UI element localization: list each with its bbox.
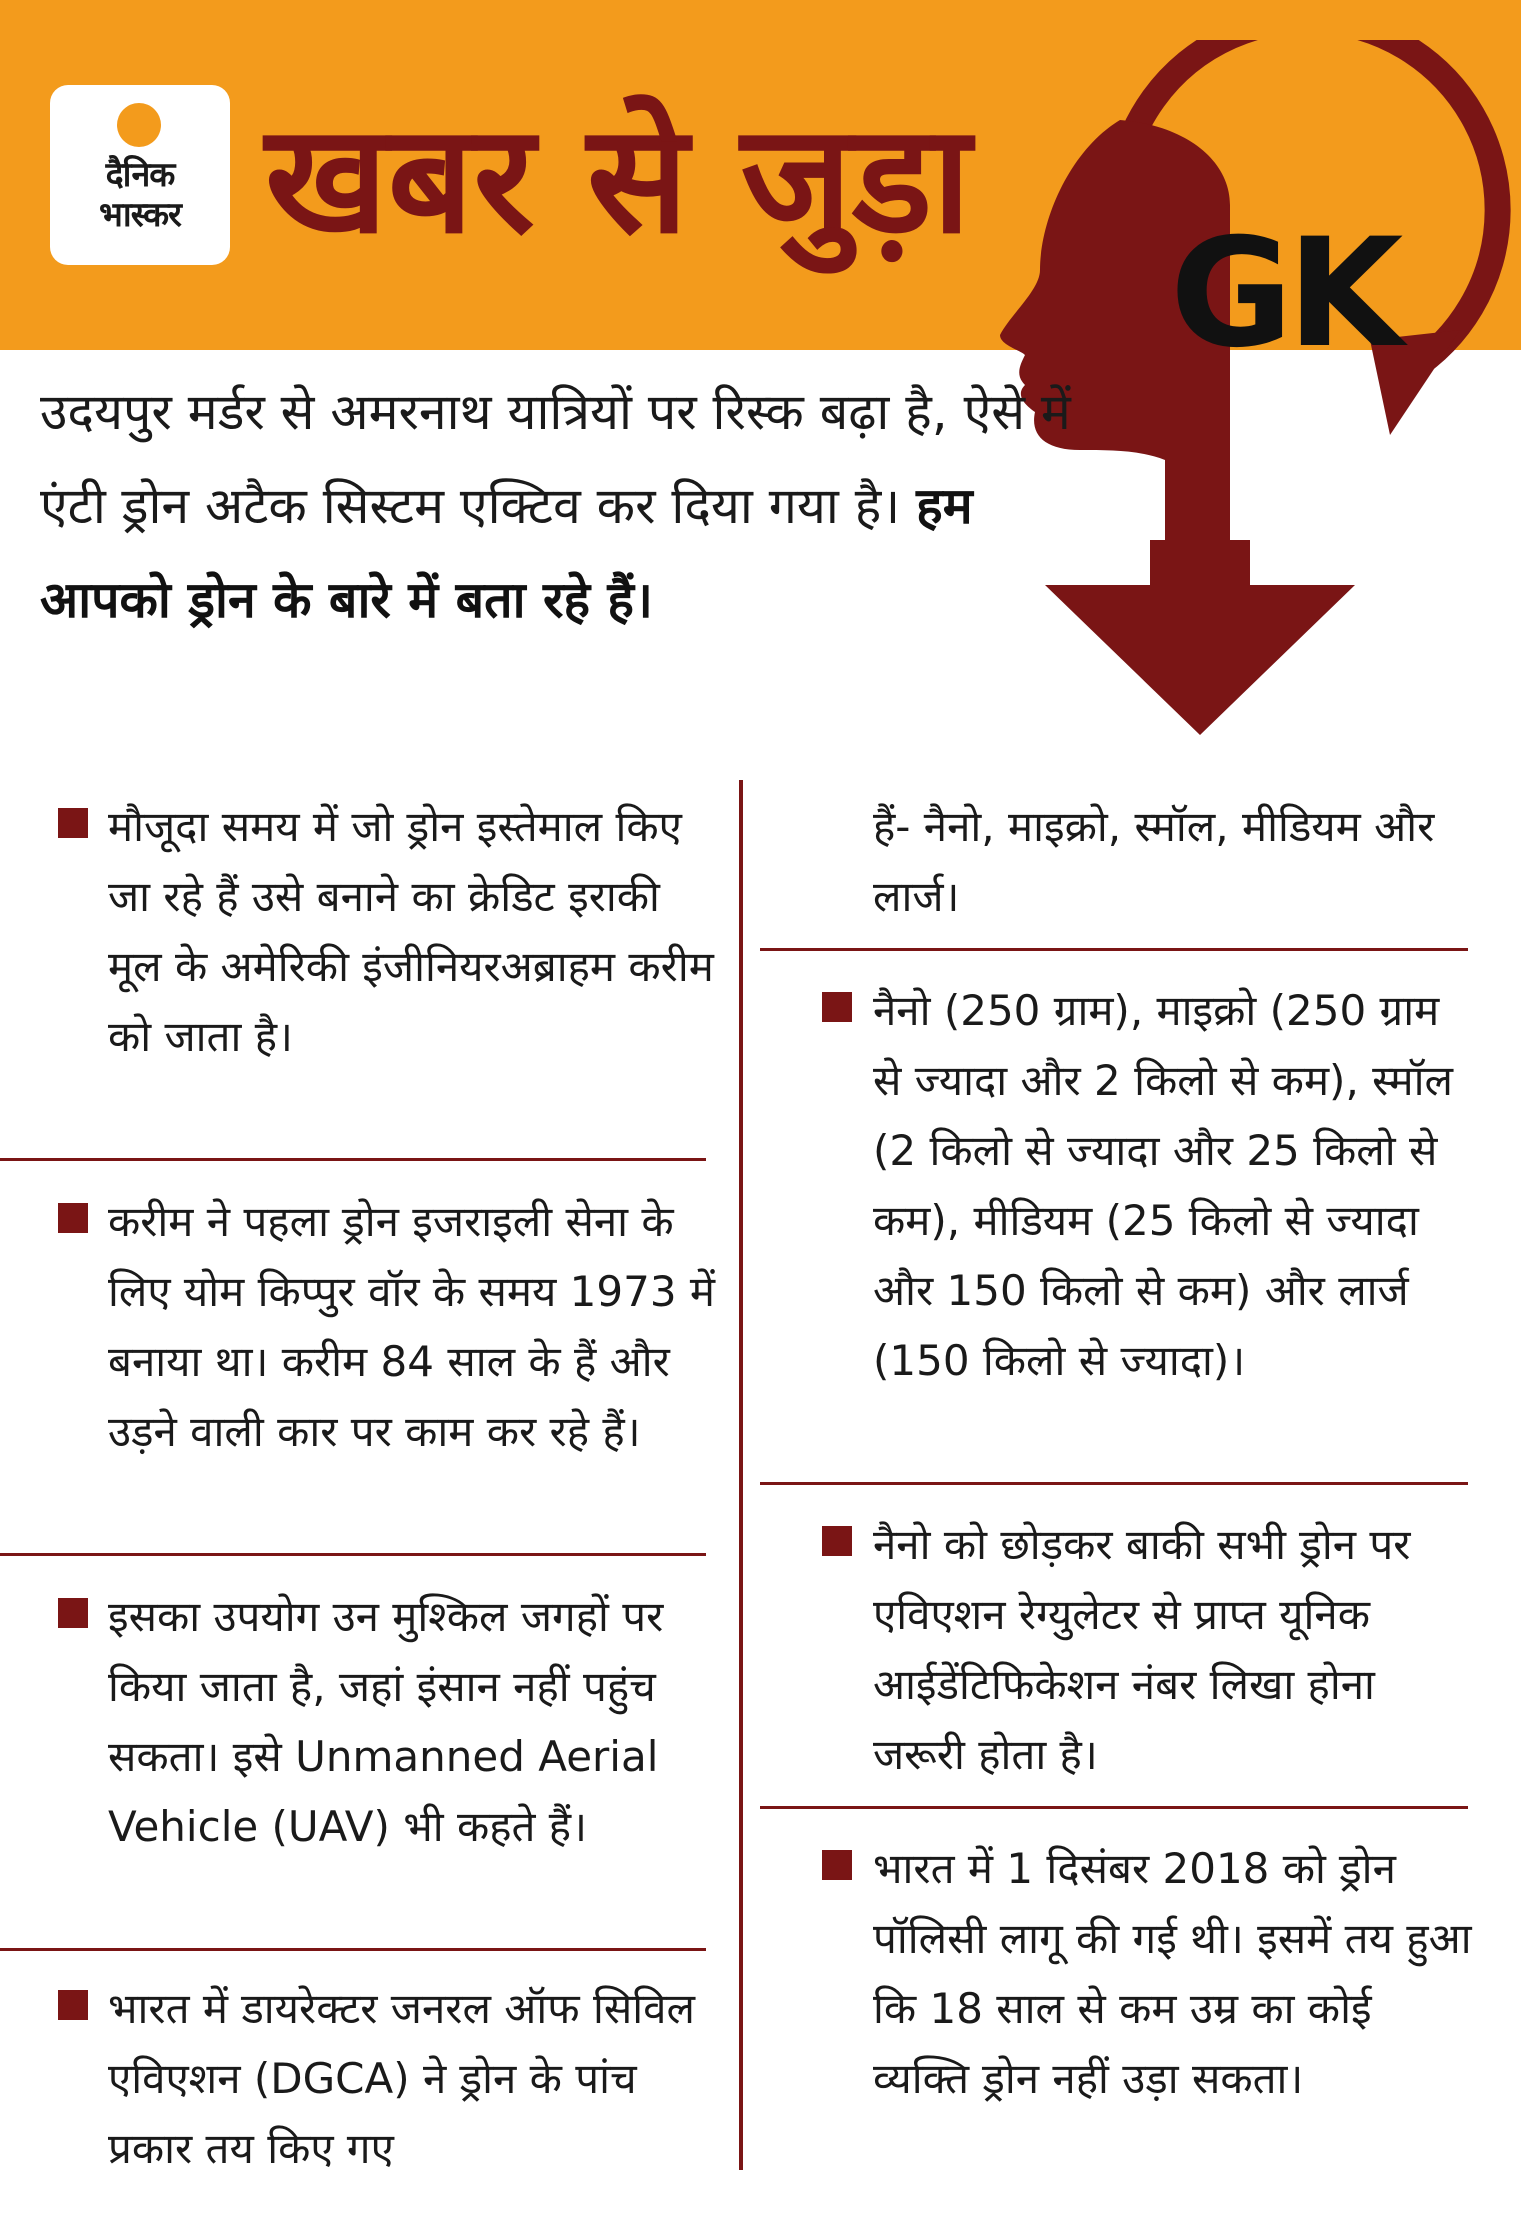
left-item-4: भारत में डायरेक्टर जनरल ऑफ सिविल एविएशन (DGCA) ने ड्रोन के पांच प्रकार तय किए गए xyxy=(108,1984,695,2173)
right-item-1: नैनो (250 ग्राम), माइक्रो (250 ग्राम से ज्यादा और 2 किलो से कम), स्मॉल (2 किलो से ज्यादा और 25 किलो से कम), मीडियम (25 किलो से ज्यादा और 150 किलो से कम) और लार्ज (150 किलो से ज्यादा)। xyxy=(873,986,1453,1385)
badge-gk: GK xyxy=(1170,207,1398,381)
left-item-1: मौजूदा समय में जो ड्रोन इस्तेमाल किए जा रहे हैं उसे बनाने का क्रेडिट इराकी मूल के अमेरिकी इंजीनियरअब्राहम करीम को जाता है। xyxy=(108,802,714,1061)
divider-line xyxy=(0,1553,706,1556)
bullet-icon xyxy=(58,1598,88,1628)
brand-name-line2: भास्कर xyxy=(99,195,181,235)
divider-line xyxy=(760,1806,1468,1809)
brand-name-line1: दैनिक xyxy=(105,155,175,195)
column-divider xyxy=(739,780,743,2170)
bullet-icon xyxy=(58,1990,88,2020)
page-title: खबर से जुड़ा xyxy=(265,93,971,267)
sun-icon xyxy=(117,103,161,147)
right-item-2: नैनो को छोड़कर बाकी सभी ड्रोन पर एविएशन रेग्युलेटर से प्राप्त यूनिक आईडेंटिफिकेशन नंबर लिखा होना जरूरी होता है। xyxy=(873,1520,1411,1779)
brand-logo xyxy=(50,85,230,265)
intro-text: उदयपुर मर्डर से अमरनाथ यात्रियों पर रिस्क बढ़ा है, ऐसे में एंटी ड्रोन अटैक सिस्टम एक्टिव कर दिया गया है। xyxy=(40,383,1071,535)
right-item-3: भारत में 1 दिसंबर 2018 को ड्रोन पॉलिसी लागू की गई थी। इसमें तय हुआ कि 18 साल से कम उम्र का कोई व्यक्ति ड्रोन नहीं उड़ा सकता। xyxy=(873,1844,1472,2103)
left-item-3: इसका उपयोग उन मुश्किल जगहों पर किया जाता है, जहां इंसान नहीं पहुंच सकता। इसे Unmanned Aerial Vehicle (UAV) भी कहते हैं। xyxy=(108,1592,664,1851)
bullet-icon xyxy=(822,992,852,1022)
divider-line xyxy=(0,1948,706,1951)
bullet-icon xyxy=(822,1850,852,1880)
bullet-icon xyxy=(58,808,88,838)
divider-line xyxy=(760,948,1468,951)
bullet-icon xyxy=(822,1526,852,1556)
divider-line xyxy=(760,1482,1468,1485)
intro-bold-text: हम आपको ड्रोन के बारे में बता रहे हैं। xyxy=(40,477,973,629)
divider-line xyxy=(0,1158,706,1161)
bullet-icon xyxy=(58,1203,88,1233)
intro-paragraph xyxy=(40,365,1100,647)
right-continuation: हैं- नैनो, माइक्रो, स्मॉल, मीडियम और लार्ज। xyxy=(873,802,1435,921)
left-item-2: करीम ने पहला ड्रोन इजराइली सेना के लिए योम किप्पुर वॉर के समय 1973 में बनाया था। करीम 84 साल के हैं और उड़ने वाली कार पर काम कर रहे हैं। xyxy=(108,1197,716,1456)
